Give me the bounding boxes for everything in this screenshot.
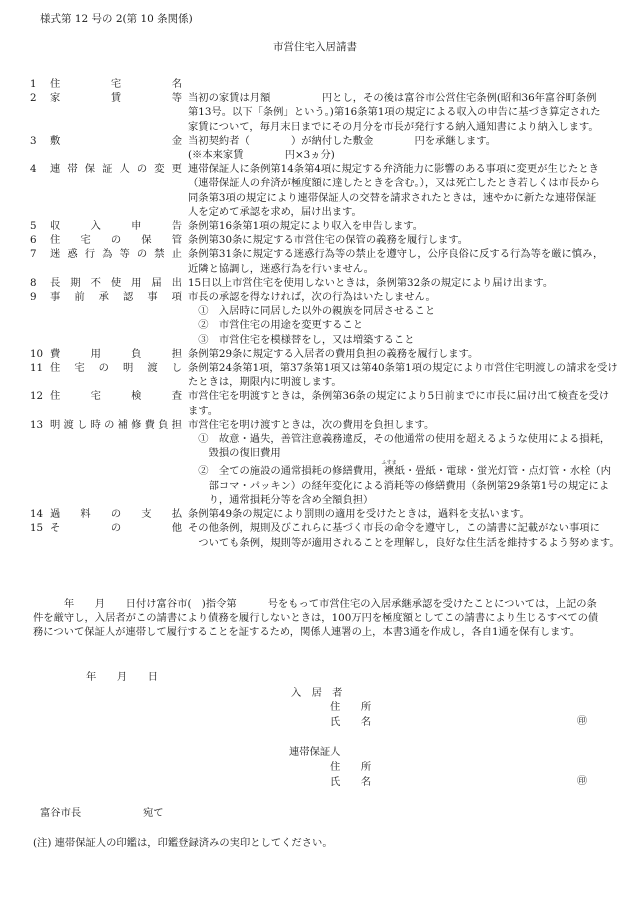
clause-content	[188, 507, 598, 521]
clause-row	[30, 77, 598, 91]
clause-label-char: 金	[171, 134, 182, 147]
clause-label-char: 惑	[67, 248, 78, 261]
form-code: 様式第 12 号の 2(第 10 条関係)	[40, 13, 193, 25]
date-line: 年 月 日	[86, 671, 159, 683]
clause-label-char: 名	[171, 78, 182, 90]
clause-line: 当初の家賃は月額 円とし，その後は富谷市公営住宅条例(昭和36年富谷町条例	[188, 92, 597, 105]
clause-label-char: 証	[102, 163, 113, 176]
clause-label-char: 払	[171, 508, 182, 521]
statement-paragraph: 年 月 日付け富谷市( )指令第 号をもって市営住宅の入居承継承認を受けたことについては，上記の条件を厳守し，入居者がこの請書により債務を履行しないときは，100万円を極度額としてこの請書により生じるすべての債務について保証人が連帯して履行することを証するため，関係人連署の上，本書3通を作成し，各自1通を保有します。	[33, 598, 599, 639]
clause-line: 家賃について，毎月末日までにその月分を市長が発行する納入通知書により納入します。	[188, 120, 599, 133]
clause-number: 15	[30, 522, 44, 535]
clause-label-char: 住	[50, 390, 61, 403]
clause-label-char: の	[110, 508, 122, 521]
guarantor-heading: 連帯保証人	[289, 746, 341, 758]
clause-line: ② 市営住宅の用途を変更すること	[188, 319, 364, 332]
clause-label-char: 渡	[63, 418, 74, 431]
clause-number: 2	[30, 92, 37, 105]
clause-label-char: 宅	[80, 234, 91, 247]
clause-label-char: 宅	[90, 390, 101, 403]
clause-label-char: の	[110, 234, 122, 247]
clause-number: 4	[30, 163, 37, 176]
clause-label-char: 費	[144, 418, 155, 431]
clause-label-char: の	[104, 418, 115, 431]
clause-row	[30, 290, 598, 347]
clause-label-char: 住	[50, 78, 61, 90]
clause-label-char: の	[136, 163, 148, 176]
clause-label-char: 連	[50, 163, 61, 176]
clause-label	[50, 290, 188, 304]
clause-label-char: 明	[50, 418, 61, 431]
clause-line: 市営住宅を明渡すときは，条例第36条の規定により5日前までに市長に届け出て検査を受け	[188, 390, 610, 403]
clause-line: その他条例，規則及びこれらに基づく市長の命令を遵守し，この請書に記載がない事項に	[188, 522, 600, 535]
document-title: 市営住宅入居請書	[273, 41, 357, 53]
clause-label	[50, 276, 188, 290]
clause-label-char: 迷	[50, 248, 61, 261]
clause-label-char: 査	[171, 390, 182, 403]
clause-row	[30, 91, 601, 134]
clause-label	[50, 418, 188, 432]
clause-number: 7	[30, 248, 37, 261]
clause-label-char: 前	[74, 291, 85, 304]
clause-label-char: 支	[141, 508, 152, 521]
clause-label-char: 用	[131, 276, 142, 289]
clause-line: 連帯保証人に条例第14条第4項に規定する弁済能力に影響のある事項に変更が生じたとき	[188, 163, 599, 176]
clause-line: 条例第30条に規定する市営住宅の保管の義務を履行します。	[188, 234, 468, 247]
clause-label-char: 為	[102, 248, 113, 261]
clause-line: 条例第29条に規定する入居者の費用負担の義務を履行します。	[188, 347, 479, 360]
clause-line: ます。	[188, 404, 219, 417]
clause-line: 条例第24条第1項，第37条第1項又は第40条第1項の規定により市営住宅明渡しの請求を受け	[188, 362, 618, 375]
clause-row	[30, 521, 620, 549]
clause-row	[30, 418, 611, 507]
clause-label-char: 担	[171, 347, 182, 360]
clause-label	[50, 389, 188, 403]
resident-heading: 入 居 者	[291, 687, 343, 699]
clause-line: 第13号。以下「条例」という。)第16条第1項の規定による収入の申告に基づき算定された	[188, 106, 601, 119]
clause-list	[30, 77, 620, 550]
clause-label	[50, 134, 188, 148]
clause-content	[188, 418, 611, 507]
clause-label-char: 申	[131, 220, 142, 233]
clause-label-char: 等	[171, 92, 182, 105]
guarantor-name-label: 氏 名	[330, 776, 372, 788]
clause-line: り，通常損耗分等を含め全額負担）	[188, 493, 374, 506]
clause-content	[188, 91, 601, 134]
clause-line: 人を定めて承認を求め，届け出ます。	[188, 205, 362, 218]
clause-content	[188, 361, 618, 389]
clause-label-char: 他	[171, 522, 182, 535]
footnote: (注) 連帯保証人の印鑑は，印鑑登録済みの実印としてください。	[33, 837, 333, 849]
clause-label-char: し	[77, 418, 88, 431]
clause-number: 3	[30, 134, 37, 147]
resident-address-label: 住 所	[330, 701, 372, 713]
clause-label-char: 料	[80, 508, 91, 521]
clause-label-char: の	[136, 248, 148, 261]
clause-label-char: 期	[70, 276, 81, 289]
clause-label	[50, 347, 188, 361]
clause-label-char: 宅	[110, 78, 122, 90]
clause-line: ③ 市営住宅を模様替をし，又は増築すること	[188, 333, 415, 346]
clause-number: 10	[30, 347, 44, 360]
clause-label	[50, 77, 188, 91]
clause-label-char: 止	[171, 248, 182, 261]
clause-label-char: 告	[171, 220, 182, 233]
clause-label-char: 用	[90, 347, 101, 360]
resident-seal-mark: ㊞	[577, 716, 587, 727]
clause-line	[188, 77, 598, 91]
clause-content	[188, 219, 598, 233]
clause-line: 条例第49条の規定により罰則の適用を受けたときは，過料を支払います。	[188, 508, 530, 521]
clause-label-char: 変	[154, 163, 165, 176]
clause-label	[50, 162, 188, 176]
clause-line: 同条第3項の規定により連帯保証人の交替を請求されたときは，速やかに新たな連帯保証	[188, 191, 597, 204]
clause-row	[30, 276, 598, 290]
clause-line: 15日以上市営住宅を使用しないときは，条例第32条の規定により届け出ます。	[188, 276, 554, 289]
clause-line: （連帯保証人の弁済が極度額に達したときを含む。），又は死亡したとき若しくは市長から	[188, 177, 600, 190]
clause-label-char: 管	[171, 234, 182, 247]
clause-label-char: 入	[90, 220, 101, 233]
clause-label-char: し	[171, 362, 182, 375]
guarantor-seal-mark: ㊞	[577, 776, 587, 787]
clause-number: 1	[30, 78, 37, 90]
clause-content	[188, 290, 598, 347]
clause-number: 11	[30, 362, 44, 375]
clause-row	[30, 219, 598, 233]
clause-line: (※本来家賃 円×3ヵ分)	[188, 149, 335, 162]
clause-label	[50, 233, 188, 247]
clause-number: 12	[30, 390, 44, 403]
resident-name-label: 氏 名	[330, 716, 372, 728]
clause-label-char: 負	[131, 347, 142, 360]
clause-label-char: 不	[90, 276, 101, 289]
clause-row	[30, 389, 610, 417]
clause-label-char: 事	[147, 291, 158, 304]
clause-number: 13	[30, 418, 44, 431]
clause-line: ① 入居時に同居した以外の親族を同居させること	[188, 305, 436, 318]
clause-label-char: 更	[171, 163, 182, 176]
clause-label-char: 修	[131, 418, 142, 431]
clause-number: 5	[30, 220, 37, 233]
clause-label-char: そ	[50, 522, 61, 535]
clause-label-char: 明	[122, 362, 134, 375]
clause-label-char: 費	[50, 347, 61, 360]
clause-content	[188, 134, 598, 162]
clause-row	[30, 134, 598, 162]
clause-label-char: 過	[50, 508, 61, 521]
clause-label-char: 等	[119, 248, 130, 261]
clause-line: 当初契約者（ ）が納付した敷金 円を承継します。	[188, 134, 497, 147]
clause-label-char: 住	[50, 234, 61, 247]
clause-number: 6	[30, 234, 37, 247]
clause-label-char: 人	[119, 163, 130, 176]
clause-content	[188, 162, 600, 219]
clause-content	[188, 77, 598, 91]
guarantor-address-label: 住 所	[330, 761, 372, 773]
addressee: 富谷市長 宛て	[40, 807, 164, 819]
clause-label-char: 承	[98, 291, 109, 304]
clause-label-char: 届	[151, 276, 162, 289]
clause-label-char: 認	[122, 291, 134, 304]
clause-label-char: 時	[90, 418, 101, 431]
clause-label-char: 長	[50, 276, 61, 289]
clause-label-char: 家	[50, 92, 61, 105]
clause-label-char: 宅	[74, 362, 85, 375]
clause-label-char: 検	[131, 390, 142, 403]
clause-row	[30, 247, 604, 275]
clause-label-char: 項	[171, 291, 182, 304]
clause-content	[188, 521, 620, 549]
clause-label	[50, 361, 188, 375]
clause-label-char: 出	[171, 276, 182, 289]
clause-label-char: 使	[110, 276, 122, 289]
clause-row	[30, 507, 598, 521]
clause-label-char: 住	[50, 362, 61, 375]
clause-content	[188, 276, 598, 290]
clause-label-char: 保	[84, 163, 96, 176]
clause-label-char: 事	[50, 291, 61, 304]
clause-label	[50, 247, 188, 261]
clause-line: ついても条例，規則等が適用されることを理解し，良好な住生活を維持するよう努めます。	[188, 536, 620, 549]
clause-label-char: 渡	[147, 362, 158, 375]
clause-label-char: 行	[84, 248, 96, 261]
clause-label-char: の	[110, 522, 122, 535]
clause-line: ① 故意・過失，善管注意義務違反，その他通常の使用を超えるような使用による損耗，	[188, 433, 611, 446]
clause-line: ② 全ての施設の通常損耗の修繕費用，襖ふすま紙・畳紙・電球・蛍光灯管・点灯管・水栓（内	[188, 460, 611, 478]
clause-content	[188, 347, 598, 361]
clause-label-char: の	[98, 362, 109, 375]
clause-label	[50, 521, 188, 535]
clause-line: たときは，期限内に明渡します。	[188, 376, 342, 389]
clause-line: 市長の承認を得なければ，次の行為はいたしません。	[188, 291, 436, 304]
clause-content	[188, 233, 598, 247]
clause-label-char: 保	[141, 234, 152, 247]
clause-line: 部コマ・パッキン）の経年変化による消耗等の修繕費用（条例第29条第1号の規定によ	[188, 479, 610, 492]
clause-row	[30, 233, 598, 247]
clause-number: 14	[30, 508, 44, 521]
clause-label	[50, 91, 188, 105]
clause-number: 9	[30, 291, 37, 304]
clause-row	[30, 162, 598, 219]
clause-content	[188, 389, 609, 417]
clause-row	[30, 361, 618, 389]
clause-label-char: 賃	[110, 92, 122, 105]
clause-label-char: 負	[158, 418, 169, 431]
clause-label-char: 収	[50, 220, 61, 233]
clause-line: 近隣と協調し，迷惑行為を行いません。	[188, 262, 374, 275]
clause-label	[50, 219, 188, 233]
clause-label-char: 担	[171, 418, 182, 431]
clause-label-char: 帯	[67, 163, 78, 176]
clause-content	[188, 247, 603, 275]
clause-label-char: 敷	[50, 134, 61, 147]
clause-number: 8	[30, 276, 37, 289]
clause-line: 市営住宅を明け渡すときは，次の費用を負担します。	[188, 418, 435, 431]
ruby-fusuma: 襖ふすま	[381, 460, 397, 478]
clause-line: 条例第31条に規定する迷惑行為等の禁止を遵守し，公序良俗に反する行為等を厳に慎み，	[188, 248, 604, 261]
clause-line: 条例第16条第1項の規定により収入を申告します。	[188, 220, 424, 233]
clause-label-char: 補	[117, 418, 128, 431]
clause-line: 毀損の復旧費用	[188, 447, 281, 460]
clause-label-char: 禁	[154, 248, 165, 261]
clause-label	[50, 507, 188, 521]
clause-row	[30, 347, 598, 361]
